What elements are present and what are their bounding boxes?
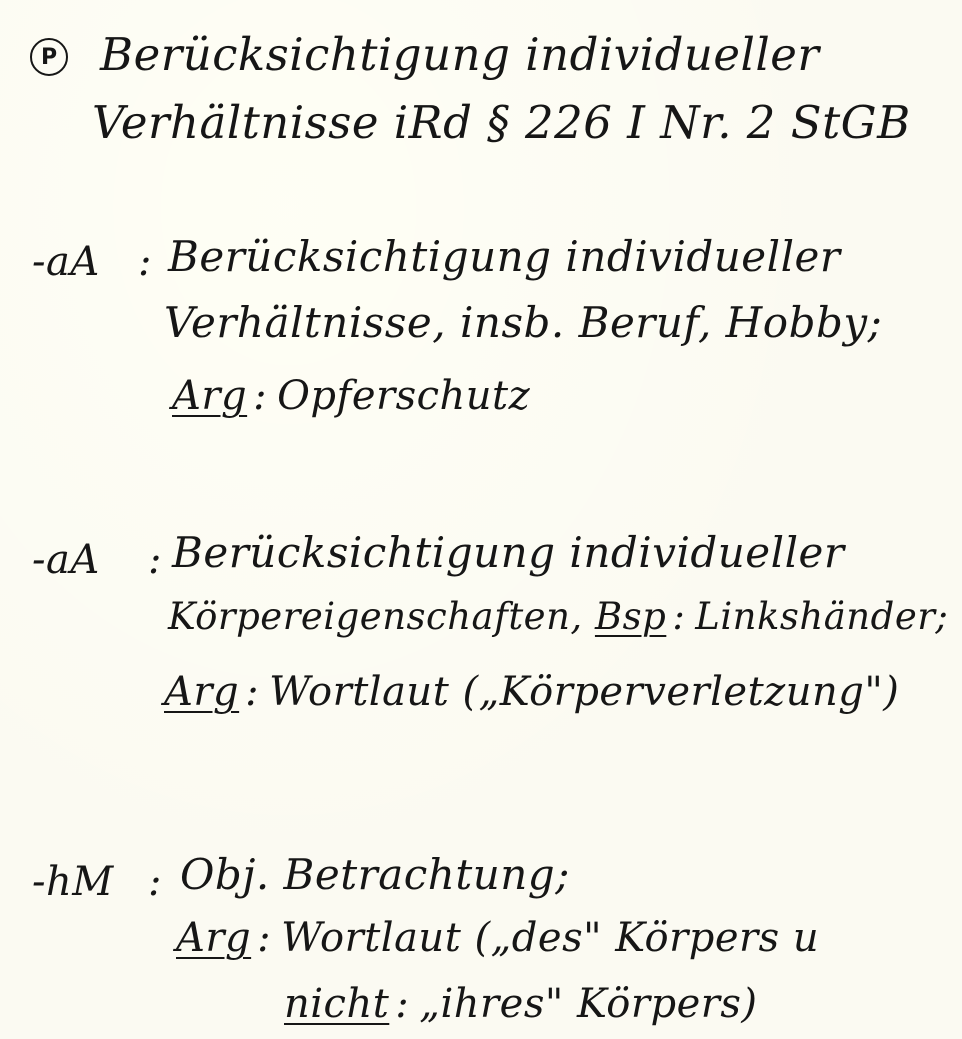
heading-line-2: Verhältnisse iRd § 226 I Nr. 2 StGB (92, 96, 911, 149)
opinion-3-arg-line-2-text: „ihres" Körpers) (419, 981, 758, 1027)
opinion-2-line-2-prefix: Körpereigenschaften, (168, 595, 583, 638)
opinion-2-argument: Arg : Wortlaut („Körperverletzung") (164, 669, 900, 715)
opinion-1-arg-text: Opferschutz (277, 373, 531, 419)
opinion-1-colon: : (138, 239, 152, 285)
opinion-1-arg-label: Arg (172, 373, 248, 419)
opinion-2-arg-text: Wortlaut („Körperverletzung") (269, 669, 900, 715)
opinion-1-label: -aA (32, 239, 100, 285)
opinion-1-line-1: Berücksichtigung individueller (168, 232, 841, 281)
opinion-3-arg-text: Wortlaut („des" Körpers u (281, 915, 820, 961)
opinion-3-colon: : (148, 859, 162, 905)
opinion-2-bsp-text: Linkshänder; (695, 595, 949, 638)
opinion-1-argument: Arg : Opferschutz (172, 373, 531, 419)
opinion-1-line-2: Verhältnisse, insb. Beruf, Hobby; (164, 298, 883, 347)
opinion-3-label: -hM (32, 859, 114, 905)
opinion-2-arg-label: Arg (164, 669, 240, 715)
opinion-3-argument-line-2: nicht : „ihres" Körpers) (284, 981, 758, 1027)
opinion-2-label: -aA (32, 537, 100, 583)
opinion-3-argument: Arg : Wortlaut („des" Körpers u (176, 915, 820, 961)
opinion-2-bsp-label: Bsp (594, 595, 667, 638)
problem-marker-label: P (40, 44, 58, 70)
opinion-3-arg-label: Arg (176, 915, 252, 961)
problem-marker-icon (30, 38, 68, 76)
opinion-3-nicht-label: nicht (284, 981, 390, 1027)
opinion-3-line-1: Obj. Betrachtung; (180, 850, 570, 899)
heading-line-1: Berücksichtigung individueller (100, 28, 820, 81)
opinion-2-line-2: Körpereigenschaften, Bsp : Linkshänder; (168, 595, 949, 638)
opinion-2-colon: : (148, 537, 162, 583)
opinion-2-line-1: Berücksichtigung individueller (172, 528, 845, 577)
